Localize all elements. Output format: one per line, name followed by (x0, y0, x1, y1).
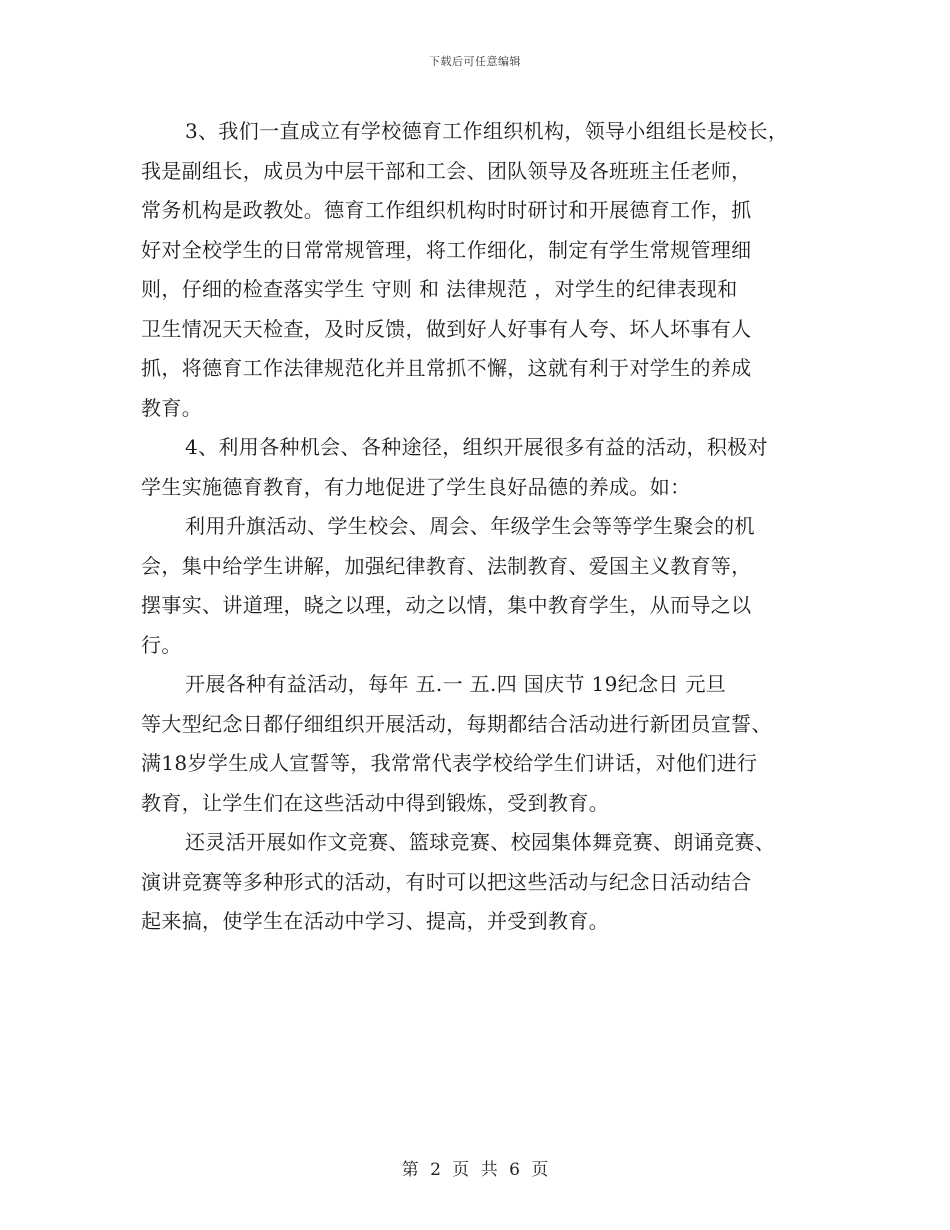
paragraph-line: 抓，将德育工作法律规范化并且常抓不懈，这就有利于对学生的养成 (141, 356, 752, 380)
paragraph-line: 还灵活开展如作文竞赛、篮球竞赛、校园集体舞竞赛、朗诵竞赛、 (185, 830, 776, 854)
paragraph-line: 4、利用各种机会、各种途径，组织开展很多有益的活动，积极对 (185, 435, 768, 459)
paragraph-line: 学生实施德育教育，有力地促进了学生良好品德的养成。如： (141, 474, 691, 499)
paragraph-line: 常务机构是政教处。德育工作组织机构时时研讨和开展德育工作，抓 (141, 198, 752, 222)
paragraph-line: 卫生情况天天检查，及时反馈，做到好人好事有人夸、坏人坏事有人 (141, 316, 752, 341)
document-body (141, 112, 831, 942)
page-number-footer: 第 2 页 共 6 页 (401, 1160, 549, 1180)
paragraph-line: 等大型纪念日都仔细组织开展活动，每期都结合活动进行新团员宣誓、 (141, 711, 772, 736)
paragraph-line: 教育。 (141, 395, 203, 420)
paragraph-line: 行。 (141, 632, 182, 657)
paragraph-line: 则，仔细的检查落实学生 守则 和 法律规范 ，对学生的纪律表现和 (141, 277, 738, 301)
paragraph-line: 演讲竞赛等多种形式的活动，有时可以把这些活动与纪念日活动结合 (141, 869, 752, 894)
paragraph-line: 摆事实、讲道理，晓之以理，动之以情，集中教育学生，从而导之以 (141, 593, 752, 617)
paragraph-line: 3、我们一直成立有学校德育工作组织机构，领导小组组长是校长， (185, 119, 789, 143)
paragraph-line: 满18岁学生成人宣誓等，我常常代表学校给学生们讲话，对他们进行 (141, 751, 758, 775)
paragraph-line: 起来搞，使学生在活动中学习、提高，并受到教育。 (141, 909, 610, 933)
paragraph-line: 教育，让学生们在这些活动中得到锻炼，受到教育。 (141, 790, 610, 815)
paragraph-line: 利用升旗活动、学生校会、周会、年级学生会等等学生聚会的机 (185, 514, 755, 538)
paragraph-line: 会，集中给学生讲解，加强纪律教育、法制教育、爱国主义教育等， (141, 553, 752, 578)
paragraph-line: 好对全校学生的日常常规管理，将工作细化，制定有学生常规管理细 (141, 237, 752, 262)
page-header: 下载后可任意编辑 (429, 55, 521, 68)
paragraph-line: 我是副组长，成员为中层干部和工会、团队领导及各班班主任老师， (141, 158, 752, 183)
paragraph-line: 开展各种有益活动，每年 五.一 五.四 国庆节 19纪念日 元旦 (185, 672, 727, 696)
